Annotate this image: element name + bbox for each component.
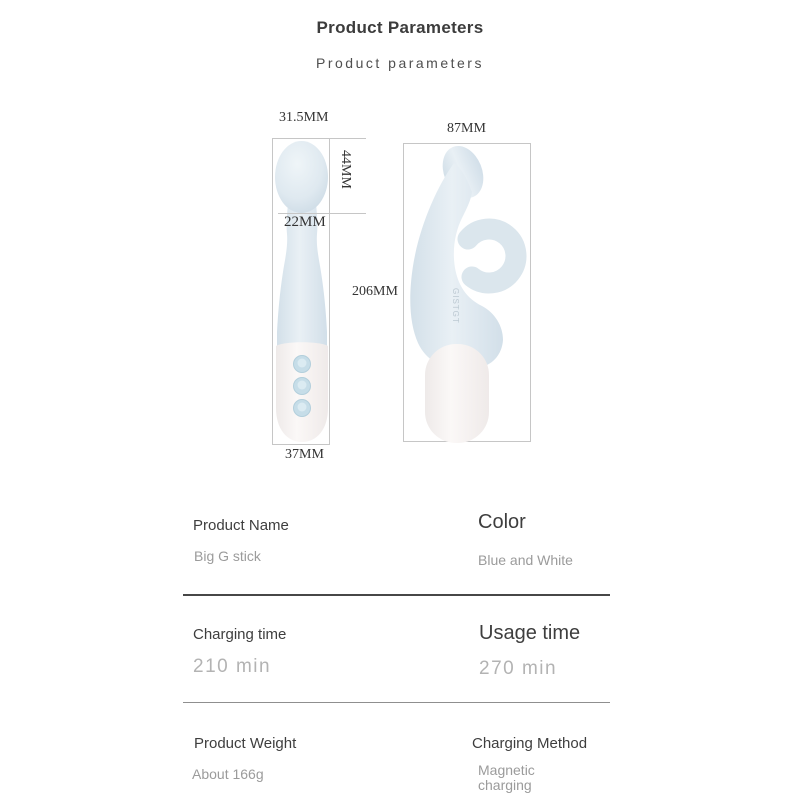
spec-label-usage-time: Usage time — [479, 622, 581, 644]
left-product-head — [275, 141, 328, 213]
table-divider — [183, 594, 610, 596]
dim-label-head-height: 44MM — [338, 150, 353, 189]
spec-label-charging-time: Charging time — [193, 626, 287, 643]
page-title: Product Parameters — [316, 18, 484, 37]
table-divider — [183, 702, 610, 703]
dim-label-total-height: 206MM — [352, 284, 398, 299]
dim-label-right-width: 87MM — [447, 121, 486, 136]
spec-label-product-name: Product Name — [193, 517, 289, 534]
brand-embossed-text: GISTGT — [451, 288, 460, 324]
dim-label-base-width: 37MM — [285, 447, 324, 462]
spec-label-product-weight: Product Weight — [194, 735, 297, 752]
spec-value-color: Blue and White — [478, 552, 573, 568]
dim-label-neck-width: 22MM — [284, 214, 326, 230]
dim-label-head-width: 31.5MM — [279, 110, 329, 125]
right-product-curl — [468, 229, 516, 283]
spec-value-product-weight: About 166g — [192, 766, 264, 782]
spec-value-product-name: Big G stick — [194, 548, 261, 564]
page-subtitle: Product parameters — [316, 55, 484, 71]
right-product-handle — [425, 344, 489, 443]
spec-value-charging-method: Magnetic charging — [478, 762, 535, 793]
spec-label-charging-method: Charging Method — [472, 735, 588, 752]
right-product-shaft — [410, 163, 503, 368]
spec-label-color: Color — [478, 511, 526, 533]
spec-value-usage-time: 270 min — [479, 658, 558, 679]
left-product-buttons — [294, 356, 311, 417]
spec-value-charging-time: 210 min — [193, 656, 272, 677]
